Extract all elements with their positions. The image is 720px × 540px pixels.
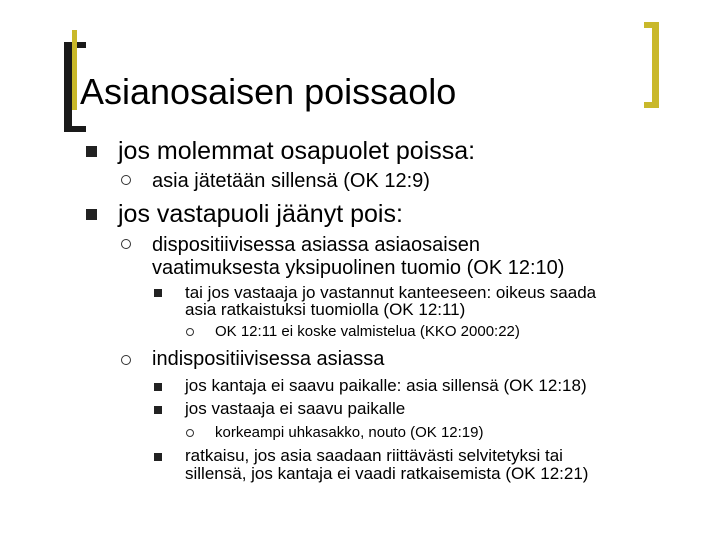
ring-bullet-icon	[121, 239, 131, 249]
bullet-text: asia jätetään sillensä (OK 12:9)	[152, 170, 430, 192]
bullet-text-line2: sillensä, jos kantaja ei vaadi ratkaisemista (OK 12:21)	[185, 464, 589, 483]
slide-title: Asianosaisen poissaolo	[80, 71, 457, 112]
bullet-text: jos vastapuoli jäänyt pois:	[118, 200, 403, 228]
bullet-text: jos kantaja ei saavu paikalle: asia sillensä (OK 12:18)	[185, 376, 587, 395]
square-bullet-icon	[86, 209, 97, 220]
bullet-text: indispositiivisessa asiassa	[152, 348, 385, 370]
left-gold-accent	[72, 30, 77, 110]
left-bracket-bar	[64, 42, 72, 132]
bullet-text-line1: ratkaisu, jos asia saadaan riittävästi selvitetyksi tai	[185, 446, 563, 465]
ring-bullet-icon	[121, 355, 131, 365]
square-bullet-icon	[154, 406, 162, 414]
bullet-text: jos vastaaja ei saavu paikalle	[185, 399, 406, 418]
ring-bullet-icon	[186, 328, 194, 336]
ring-bullet-icon	[186, 429, 194, 437]
square-bullet-icon	[154, 289, 162, 297]
right-bracket-bottom	[644, 102, 659, 108]
bullet-text-line2: asia ratkaistuksi tuomiolla (OK 12:11)	[185, 300, 466, 319]
right-bracket-bar	[652, 22, 659, 108]
bullet-text-line1: dispositiivisessa asiassa asiaosaisen	[152, 234, 480, 256]
left-bracket-bottom	[64, 126, 86, 132]
bullet-text: OK 12:11 ei koske valmistelua (KKO 2000:22)	[215, 323, 520, 340]
bullet-text-line1: tai jos vastaaja jo vastannut kanteeseen: oikeus saada	[185, 283, 597, 302]
bullet-text: jos molemmat osapuolet poissa:	[118, 137, 476, 165]
right-bracket-top	[644, 22, 659, 28]
bullet-text: korkeampi uhkasakko, nouto (OK 12:19)	[215, 424, 484, 441]
ring-bullet-icon	[121, 175, 131, 185]
square-bullet-icon	[154, 383, 162, 391]
square-bullet-icon	[86, 146, 97, 157]
square-bullet-icon	[154, 453, 162, 461]
bullet-text-line2: vaatimuksesta yksipuolinen tuomio (OK 12:10)	[152, 257, 565, 279]
